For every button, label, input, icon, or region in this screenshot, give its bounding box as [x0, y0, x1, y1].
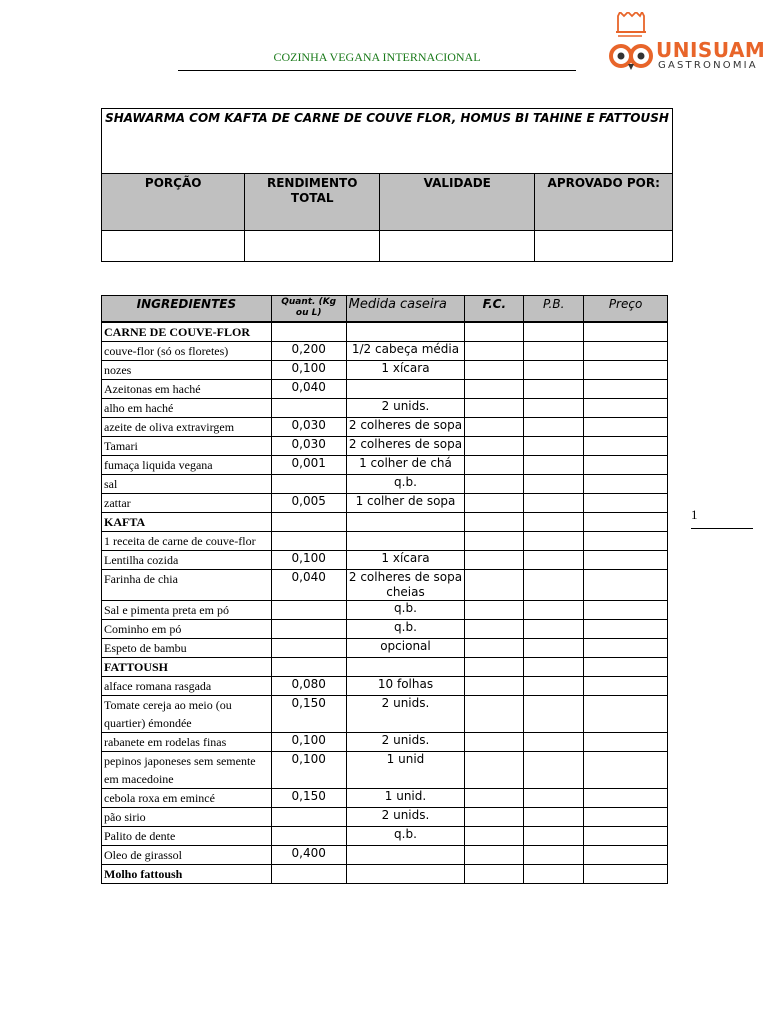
fc-cell: [465, 733, 524, 752]
ingredient-quantity: [271, 658, 346, 677]
ingredient-measure: opcional: [346, 639, 465, 658]
pb-cell: [524, 437, 584, 456]
document-header-title: COZINHA VEGANA INTERNACIONAL: [273, 50, 481, 64]
ingredient-name: pão sirio: [102, 808, 272, 827]
porcao-value-cell: [102, 231, 245, 262]
header-underline: [178, 70, 576, 71]
preco-cell: [584, 361, 668, 380]
aprovado-value-cell: [535, 231, 673, 262]
ingredient-quantity: [271, 399, 346, 418]
ingredient-measure: 1/2 cabeça média: [346, 342, 465, 361]
preco-cell: [584, 418, 668, 437]
header-ingredientes: INGREDIENTES: [102, 296, 272, 323]
header-medida-caseira: Medida caseira: [346, 296, 465, 323]
ingredient-quantity: [271, 322, 346, 342]
ingredient-name: nozes: [102, 361, 272, 380]
section-heading: KAFTA: [102, 513, 272, 532]
ingredient-name: sal: [102, 475, 272, 494]
ingredient-measure: [346, 380, 465, 399]
ingredient-measure: 2 unids.: [346, 399, 465, 418]
table-row: [102, 696, 668, 733]
fc-cell: [465, 827, 524, 846]
header-preco: Preço: [584, 296, 668, 323]
logo-subtitle: GASTRONOMIA: [658, 60, 758, 71]
ingredient-measure: [346, 865, 465, 884]
fc-cell: [465, 846, 524, 865]
pb-cell: [524, 532, 584, 551]
fc-cell: [465, 399, 524, 418]
table-row: [102, 361, 668, 380]
preco-cell: [584, 789, 668, 808]
ingredient-quantity: 0,030: [271, 418, 346, 437]
ingredient-name: Palito de dente: [102, 827, 272, 846]
ingredient-measure: 2 unids.: [346, 733, 465, 752]
table-row: [102, 399, 668, 418]
fc-cell: [465, 342, 524, 361]
preco-cell: [584, 733, 668, 752]
unisuam-logo: [606, 12, 768, 76]
ingredients-body: [102, 322, 668, 884]
table-row: [102, 532, 668, 551]
table-row: [102, 418, 668, 437]
ingredient-name: zattar: [102, 494, 272, 513]
ingredient-measure: 2 unids.: [346, 696, 465, 733]
preco-cell: [584, 342, 668, 361]
ingredient-measure: q.b.: [346, 475, 465, 494]
pb-cell: [524, 677, 584, 696]
fc-cell: [465, 570, 524, 601]
pb-cell: [524, 361, 584, 380]
pb-cell: [524, 808, 584, 827]
preco-cell: [584, 380, 668, 399]
pb-cell: [524, 513, 584, 532]
table-row: [102, 322, 668, 342]
preco-cell: [584, 399, 668, 418]
table-row: [102, 846, 668, 865]
ingredient-measure: 2 colheres de sopa cheias: [346, 570, 465, 601]
table-row: [102, 752, 668, 789]
fc-cell: [465, 418, 524, 437]
ingredient-name: Azeitonas em haché: [102, 380, 272, 399]
ingredient-name: Sal e pimenta preta em pó: [102, 601, 272, 620]
preco-cell: [584, 620, 668, 639]
section-heading: CARNE DE COUVE-FLOR: [102, 322, 272, 342]
col-porcao: PORÇÃO: [102, 174, 245, 231]
pb-cell: [524, 733, 584, 752]
page-number: 1: [691, 507, 698, 522]
recipe-info-table: [101, 108, 673, 262]
table-row: [102, 437, 668, 456]
fc-cell: [465, 361, 524, 380]
fc-cell: [465, 380, 524, 399]
ingredient-quantity: 0,400: [271, 846, 346, 865]
preco-cell: [584, 456, 668, 475]
col-aprovado-por: APROVADO POR:: [535, 174, 673, 231]
ingredient-measure: 1 xícara: [346, 361, 465, 380]
preco-cell: [584, 827, 668, 846]
ingredient-quantity: [271, 808, 346, 827]
ingredient-measure: 1 xícara: [346, 551, 465, 570]
table-row: [102, 865, 668, 884]
pb-cell: [524, 494, 584, 513]
ingredient-quantity: 0,001: [271, 456, 346, 475]
ingredient-quantity: 0,005: [271, 494, 346, 513]
ingredient-name: Lentilha cozida: [102, 551, 272, 570]
pb-cell: [524, 827, 584, 846]
ingredient-name: 1 receita de carne de couve-flor: [102, 532, 272, 551]
ingredient-name: fumaça liquida vegana: [102, 456, 272, 475]
ingredient-name: pepinos japoneses sem semente em macedoine: [102, 752, 272, 789]
ingredient-quantity: 0,030: [271, 437, 346, 456]
table-row: [102, 551, 668, 570]
pb-cell: [524, 639, 584, 658]
pb-cell: [524, 601, 584, 620]
ingredient-measure: 1 colher de chá: [346, 456, 465, 475]
ingredient-measure: [346, 322, 465, 342]
preco-cell: [584, 658, 668, 677]
pb-cell: [524, 658, 584, 677]
preco-cell: [584, 322, 668, 342]
ingredient-name: azeite de oliva extravirgem: [102, 418, 272, 437]
pb-cell: [524, 418, 584, 437]
ingredient-quantity: 0,040: [271, 380, 346, 399]
table-row: [102, 677, 668, 696]
ingredient-name: couve-flor (só os floretes): [102, 342, 272, 361]
ingredient-quantity: [271, 620, 346, 639]
ingredient-measure: 1 colher de sopa: [346, 494, 465, 513]
ingredient-name: Farinha de chia: [102, 570, 272, 601]
recipe-title: SHAWARMA COM KAFTA DE CARNE DE COUVE FLOR, HOMUS BI TAHINE E FATTOUSH: [102, 109, 673, 174]
preco-cell: [584, 808, 668, 827]
fc-cell: [465, 808, 524, 827]
pb-cell: [524, 789, 584, 808]
col-rendimento-total: RENDIMENTO TOTAL: [245, 174, 380, 231]
table-row: [102, 601, 668, 620]
fc-cell: [465, 601, 524, 620]
ingredient-name: Tamari: [102, 437, 272, 456]
ingredient-measure: [346, 532, 465, 551]
page-number-line: [691, 528, 753, 529]
ingredient-name: Cominho em pó: [102, 620, 272, 639]
preco-cell: [584, 846, 668, 865]
table-row: [102, 570, 668, 601]
table-row: [102, 789, 668, 808]
header-pb: P.B.: [524, 296, 584, 323]
fc-cell: [465, 696, 524, 733]
table-row: [102, 733, 668, 752]
ingredient-measure: 1 unid.: [346, 789, 465, 808]
preco-cell: [584, 865, 668, 884]
preco-cell: [584, 601, 668, 620]
fc-cell: [465, 677, 524, 696]
pb-cell: [524, 570, 584, 601]
table-row: [102, 639, 668, 658]
pb-cell: [524, 342, 584, 361]
table-row: [102, 380, 668, 399]
ingredient-measure: 2 unids.: [346, 808, 465, 827]
ingredient-quantity: 0,200: [271, 342, 346, 361]
ingredient-measure: q.b.: [346, 827, 465, 846]
pb-cell: [524, 380, 584, 399]
ingredient-name: rabanete em rodelas finas: [102, 733, 272, 752]
ingredient-quantity: 0,100: [271, 551, 346, 570]
pb-cell: [524, 475, 584, 494]
ingredient-quantity: 0,100: [271, 752, 346, 789]
preco-cell: [584, 551, 668, 570]
ingredient-measure: 2 colheres de sopa: [346, 418, 465, 437]
preco-cell: [584, 475, 668, 494]
ingredient-quantity: [271, 639, 346, 658]
ingredient-measure: [346, 658, 465, 677]
ingredient-quantity: [271, 513, 346, 532]
fc-cell: [465, 752, 524, 789]
pb-cell: [524, 399, 584, 418]
header-quant: Quant. (Kg ou L): [271, 296, 346, 323]
fc-cell: [465, 532, 524, 551]
ingredient-measure: q.b.: [346, 601, 465, 620]
ingredient-quantity: 0,150: [271, 789, 346, 808]
ingredient-quantity: [271, 601, 346, 620]
ingredient-measure: 10 folhas: [346, 677, 465, 696]
section-heading: Molho fattoush: [102, 865, 272, 884]
ingredient-quantity: 0,080: [271, 677, 346, 696]
table-row: [102, 513, 668, 532]
pb-cell: [524, 865, 584, 884]
preco-cell: [584, 639, 668, 658]
ingredient-measure: [346, 513, 465, 532]
ingredient-name: alface romana rasgada: [102, 677, 272, 696]
ingredient-name: alho em haché: [102, 399, 272, 418]
table-row: [102, 658, 668, 677]
fc-cell: [465, 475, 524, 494]
fc-cell: [465, 639, 524, 658]
ingredient-quantity: 0,150: [271, 696, 346, 733]
logo-brand: UNISUAM: [656, 38, 766, 62]
pb-cell: [524, 551, 584, 570]
fc-cell: [465, 865, 524, 884]
rendimento-value-cell: [245, 231, 380, 262]
preco-cell: [584, 494, 668, 513]
pb-cell: [524, 752, 584, 789]
table-row: [102, 475, 668, 494]
fc-cell: [465, 456, 524, 475]
ingredient-quantity: 0,040: [271, 570, 346, 601]
fc-cell: [465, 494, 524, 513]
table-row: [102, 620, 668, 639]
header-fc: F.C.: [465, 296, 524, 323]
chef-owl-icon: [606, 12, 654, 76]
pb-cell: [524, 456, 584, 475]
fc-cell: [465, 551, 524, 570]
table-row: [102, 808, 668, 827]
ingredient-quantity: [271, 865, 346, 884]
preco-cell: [584, 437, 668, 456]
ingredient-quantity: [271, 475, 346, 494]
pb-cell: [524, 696, 584, 733]
preco-cell: [584, 570, 668, 601]
ingredient-measure: 2 colheres de sopa: [346, 437, 465, 456]
ingredient-name: Tomate cereja ao meio (ou quartier) émondée: [102, 696, 272, 733]
ingredient-name: cebola roxa em emincé: [102, 789, 272, 808]
preco-cell: [584, 532, 668, 551]
table-row: [102, 342, 668, 361]
preco-cell: [584, 696, 668, 733]
table-row: [102, 827, 668, 846]
section-heading: FATTOUSH: [102, 658, 272, 677]
table-row: [102, 494, 668, 513]
ingredient-quantity: [271, 532, 346, 551]
ingredient-measure: q.b.: [346, 620, 465, 639]
fc-cell: [465, 513, 524, 532]
fc-cell: [465, 789, 524, 808]
fc-cell: [465, 658, 524, 677]
preco-cell: [584, 513, 668, 532]
ingredient-name: Oleo de girassol: [102, 846, 272, 865]
col-validade: VALIDADE: [380, 174, 535, 231]
pb-cell: [524, 846, 584, 865]
validade-value-cell: [380, 231, 535, 262]
ingredient-quantity: 0,100: [271, 733, 346, 752]
pb-cell: [524, 322, 584, 342]
ingredient-measure: 1 unid: [346, 752, 465, 789]
preco-cell: [584, 677, 668, 696]
table-row: [102, 456, 668, 475]
pb-cell: [524, 620, 584, 639]
preco-cell: [584, 752, 668, 789]
ingredient-quantity: 0,100: [271, 361, 346, 380]
fc-cell: [465, 322, 524, 342]
ingredient-measure: [346, 846, 465, 865]
fc-cell: [465, 620, 524, 639]
ingredients-table: [101, 295, 668, 884]
fc-cell: [465, 437, 524, 456]
ingredient-quantity: [271, 827, 346, 846]
ingredient-name: Espeto de bambu: [102, 639, 272, 658]
